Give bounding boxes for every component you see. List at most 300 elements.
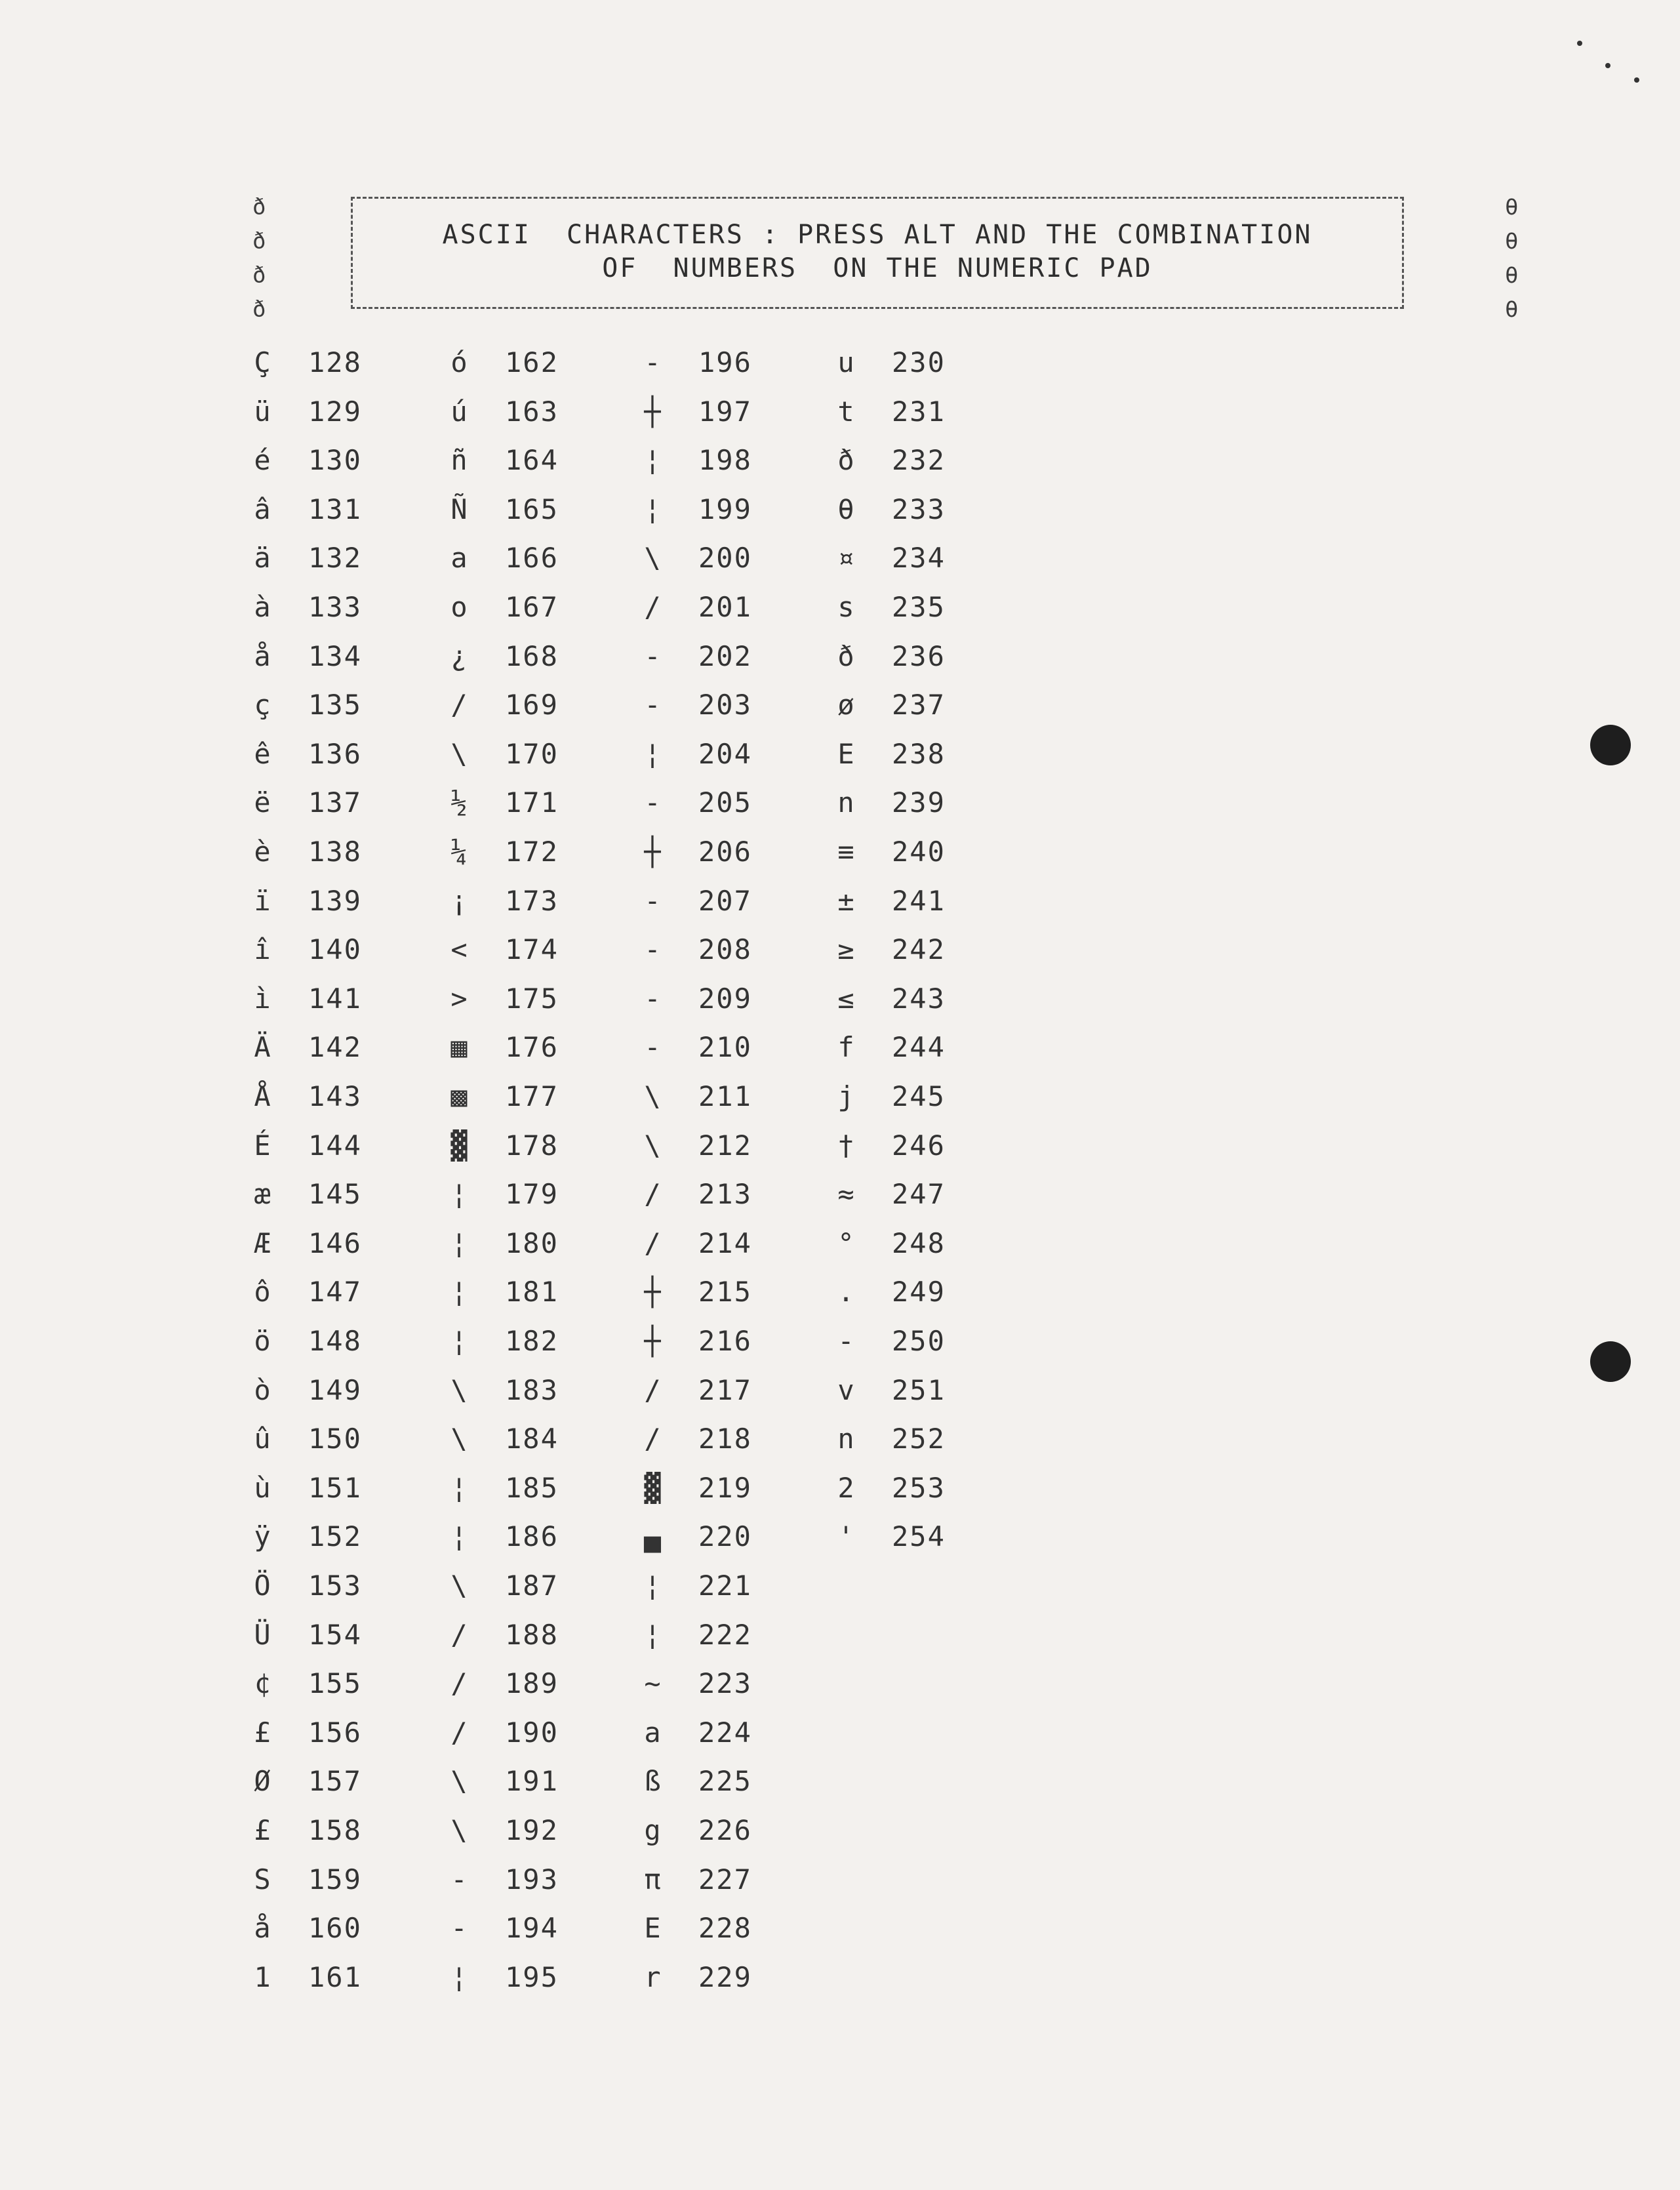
- character-glyph: a: [450, 542, 468, 575]
- table-row: [439, 1765, 649, 1814]
- table-row: [633, 1570, 843, 1619]
- character-code: 138: [308, 836, 362, 868]
- speck: [1605, 63, 1610, 68]
- character-glyph: a: [644, 1716, 661, 1749]
- table-row: [633, 1619, 843, 1668]
- character-glyph: \: [450, 737, 468, 770]
- character-glyph: û: [254, 1423, 271, 1455]
- table-row: [826, 444, 1036, 493]
- character-glyph: ä: [254, 542, 271, 575]
- table-row: [243, 1863, 452, 1913]
- character-glyph: Ñ: [450, 493, 468, 525]
- table-row: [439, 1129, 649, 1179]
- table-row: [633, 1129, 843, 1179]
- table-row: [826, 738, 1036, 787]
- character-glyph: -: [644, 689, 661, 721]
- character-code: 156: [308, 1716, 362, 1749]
- character-glyph: Ç: [254, 346, 271, 378]
- character-code: 141: [308, 982, 362, 1015]
- character-code: 216: [698, 1325, 752, 1357]
- table-row: [633, 1961, 843, 2010]
- character-glyph: ð: [837, 444, 854, 477]
- table-row: [633, 1716, 843, 1766]
- character-code: 181: [505, 1276, 559, 1308]
- table-row: [633, 933, 843, 983]
- character-code: 246: [892, 1129, 946, 1162]
- character-glyph: -: [644, 639, 661, 672]
- character-code: 195: [505, 1960, 559, 1993]
- character-glyph: <: [450, 933, 468, 966]
- character-code: 230: [892, 346, 946, 378]
- character-glyph: ø: [837, 689, 854, 721]
- table-row: [826, 836, 1036, 885]
- character-glyph: /: [450, 1716, 468, 1749]
- character-glyph: >: [450, 982, 468, 1015]
- header-line-2: OF NUMBERS ON THE NUMERIC PAD: [602, 253, 1153, 283]
- table-row: [439, 1570, 649, 1619]
- table-row: [439, 1961, 649, 2010]
- table-row: [826, 1080, 1036, 1129]
- character-glyph: ô: [254, 1276, 271, 1308]
- left-mark: ð: [252, 296, 266, 323]
- table-row: [243, 738, 452, 787]
- character-glyph: Å: [254, 1080, 271, 1112]
- character-glyph: /: [450, 1618, 468, 1651]
- character-glyph: 2: [837, 1471, 854, 1504]
- character-glyph: /: [644, 1373, 661, 1406]
- character-glyph: é: [254, 444, 271, 477]
- table-row: [243, 1031, 452, 1080]
- character-glyph: ç: [254, 689, 271, 721]
- character-glyph: ¤: [837, 542, 854, 575]
- character-code: 210: [698, 1031, 752, 1064]
- character-glyph: \: [644, 1129, 661, 1162]
- table-row: [633, 1423, 843, 1472]
- character-glyph: ▓: [644, 1471, 661, 1504]
- character-code: 253: [892, 1471, 946, 1504]
- character-glyph: ö: [254, 1325, 271, 1357]
- table-row: [826, 689, 1036, 738]
- table-row: [243, 1619, 452, 1668]
- character-glyph: è: [254, 836, 271, 868]
- character-code: 241: [892, 884, 946, 917]
- table-row: [243, 1423, 452, 1472]
- table-row: [243, 591, 452, 640]
- table-row: [243, 689, 452, 738]
- character-glyph: Ä: [254, 1031, 271, 1064]
- character-code: 139: [308, 884, 362, 917]
- character-glyph: å: [254, 639, 271, 672]
- table-row: [243, 444, 452, 493]
- character-code: 239: [892, 786, 946, 819]
- left-mark: ð: [252, 228, 266, 254]
- character-code: 178: [505, 1129, 559, 1162]
- character-glyph: r: [644, 1960, 661, 1993]
- character-code: 204: [698, 737, 752, 770]
- character-code: 142: [308, 1031, 362, 1064]
- table-row: [826, 1031, 1036, 1080]
- table-row: [243, 933, 452, 983]
- character-code: 184: [505, 1423, 559, 1455]
- header-line-1: ASCII CHARACTERS : PRESS ALT AND THE COMBINATION: [442, 220, 1313, 250]
- table-row: [243, 1080, 452, 1129]
- character-glyph: ¦: [450, 1227, 468, 1259]
- table-row: [826, 885, 1036, 934]
- character-code: 214: [698, 1227, 752, 1259]
- character-glyph: ó: [450, 346, 468, 378]
- character-glyph: ¦: [450, 1276, 468, 1308]
- character-code: 157: [308, 1765, 362, 1798]
- character-code: 170: [505, 737, 559, 770]
- table-row: [439, 640, 649, 689]
- character-glyph: ±: [837, 884, 854, 917]
- character-glyph: -: [644, 1031, 661, 1064]
- character-glyph: θ: [837, 493, 854, 525]
- character-code: 206: [698, 836, 752, 868]
- character-glyph: .: [837, 1276, 854, 1308]
- character-glyph: \: [644, 542, 661, 575]
- character-code: 173: [505, 884, 559, 917]
- table-row: [243, 1912, 452, 1961]
- table-row: [633, 1912, 843, 1961]
- table-row: [439, 836, 649, 885]
- character-code: 149: [308, 1373, 362, 1406]
- table-row: [439, 1619, 649, 1668]
- table-row: [633, 1765, 843, 1814]
- table-row: [633, 346, 843, 395]
- character-code: 167: [505, 591, 559, 623]
- character-glyph: /: [644, 1423, 661, 1455]
- table-row: [826, 1325, 1036, 1374]
- header-left-marks: [252, 190, 266, 327]
- character-code: 240: [892, 836, 946, 868]
- header-right-marks: [1505, 190, 1518, 327]
- table-row: [243, 1472, 452, 1521]
- character-glyph: †: [837, 1129, 854, 1162]
- character-code: 198: [698, 444, 752, 477]
- table-row: [826, 542, 1036, 591]
- character-code: 131: [308, 493, 362, 525]
- table-row: [633, 1520, 843, 1570]
- character-glyph: ù: [254, 1471, 271, 1504]
- character-glyph: -: [450, 1863, 468, 1896]
- character-glyph: â: [254, 493, 271, 525]
- character-code: 209: [698, 982, 752, 1015]
- table-row: [826, 933, 1036, 983]
- character-code: 244: [892, 1031, 946, 1064]
- table-row: [633, 1080, 843, 1129]
- character-code: 161: [308, 1960, 362, 1993]
- character-glyph: -: [644, 933, 661, 966]
- character-glyph: ¦: [644, 493, 661, 525]
- character-glyph: /: [644, 1178, 661, 1211]
- table-row: [439, 1863, 649, 1913]
- character-glyph: î: [254, 933, 271, 966]
- table-row: [826, 1423, 1036, 1472]
- table-row: [439, 983, 649, 1032]
- table-row: [826, 1178, 1036, 1227]
- table-row: [633, 1374, 843, 1423]
- table-row: [243, 640, 452, 689]
- character-glyph: ¿: [450, 639, 468, 672]
- character-glyph: n: [837, 786, 854, 819]
- character-code: 232: [892, 444, 946, 477]
- character-code: 163: [505, 395, 559, 428]
- character-code: 164: [505, 444, 559, 477]
- character-code: 180: [505, 1227, 559, 1259]
- character-code: 147: [308, 1276, 362, 1308]
- character-glyph: -: [837, 1325, 854, 1357]
- table-row: [439, 786, 649, 836]
- character-code: 153: [308, 1570, 362, 1602]
- character-code: 150: [308, 1423, 362, 1455]
- table-row: [439, 444, 649, 493]
- left-mark: ð: [252, 194, 266, 220]
- character-glyph: g: [644, 1814, 661, 1846]
- character-code: 234: [892, 542, 946, 575]
- bleed-through-watermark: [79, 98, 223, 2066]
- table-row: [633, 395, 843, 445]
- table-row: [826, 1129, 1036, 1179]
- character-code: 224: [698, 1716, 752, 1749]
- table-row: [243, 786, 452, 836]
- character-code: 245: [892, 1080, 946, 1112]
- table-row: [633, 885, 843, 934]
- table-row: [439, 1912, 649, 1961]
- character-code: 202: [698, 639, 752, 672]
- character-glyph: Ü: [254, 1618, 271, 1651]
- character-glyph: /: [644, 1227, 661, 1259]
- left-mark: ð: [252, 262, 266, 289]
- character-glyph: ~: [644, 1667, 661, 1700]
- table-row: [439, 933, 649, 983]
- table-row: [439, 1080, 649, 1129]
- character-glyph: ò: [254, 1373, 271, 1406]
- character-code: 233: [892, 493, 946, 525]
- character-glyph: ≤: [837, 982, 854, 1015]
- table-row: [243, 542, 452, 591]
- character-glyph: ¦: [644, 444, 661, 477]
- character-glyph: ¦: [450, 1325, 468, 1357]
- table-row: [633, 786, 843, 836]
- character-code: 250: [892, 1325, 946, 1357]
- character-code: 228: [698, 1912, 752, 1945]
- character-code: 166: [505, 542, 559, 575]
- character-code: 186: [505, 1520, 559, 1553]
- character-code: 237: [892, 689, 946, 721]
- table-row: [633, 1276, 843, 1325]
- table-row: [826, 983, 1036, 1032]
- table-row: [633, 1472, 843, 1521]
- table-row: [633, 1814, 843, 1863]
- table-row: [826, 1227, 1036, 1276]
- character-glyph: ß: [644, 1765, 661, 1798]
- table-row: [439, 689, 649, 738]
- table-row: [243, 1325, 452, 1374]
- table-row: [439, 1472, 649, 1521]
- character-glyph: E: [837, 737, 854, 770]
- character-glyph: ┼: [644, 395, 661, 428]
- character-glyph: ┼: [644, 1325, 661, 1357]
- table-row: [243, 1520, 452, 1570]
- table-row: [439, 1227, 649, 1276]
- character-code: 196: [698, 346, 752, 378]
- character-glyph: ≥: [837, 933, 854, 966]
- character-code: 212: [698, 1129, 752, 1162]
- character-code: 252: [892, 1423, 946, 1455]
- table-row: [439, 1520, 649, 1570]
- table-row: [439, 1667, 649, 1716]
- character-glyph: ½: [450, 786, 468, 819]
- character-code: 207: [698, 884, 752, 917]
- character-code: 192: [505, 1814, 559, 1846]
- character-code: 143: [308, 1080, 362, 1112]
- character-code: 140: [308, 933, 362, 966]
- character-glyph: ì: [254, 982, 271, 1015]
- table-row: [826, 640, 1036, 689]
- table-row: [633, 1227, 843, 1276]
- character-glyph: -: [644, 884, 661, 917]
- character-code: 188: [505, 1618, 559, 1651]
- right-mark: θ: [1505, 228, 1519, 254]
- character-glyph: ┼: [644, 836, 661, 868]
- character-code: 136: [308, 737, 362, 770]
- character-glyph: æ: [254, 1178, 271, 1211]
- character-glyph: £: [254, 1716, 271, 1749]
- character-code: 151: [308, 1471, 362, 1504]
- character-code: 199: [698, 493, 752, 525]
- table-row: [243, 1129, 452, 1179]
- character-glyph: ¦: [644, 737, 661, 770]
- table-row: [633, 1031, 843, 1080]
- character-glyph: ▓: [450, 1129, 468, 1162]
- character-code: 242: [892, 933, 946, 966]
- table-row: [826, 395, 1036, 445]
- character-code: 165: [505, 493, 559, 525]
- character-code: 179: [505, 1178, 559, 1211]
- character-code: 243: [892, 982, 946, 1015]
- character-code: 191: [505, 1765, 559, 1798]
- table-row: [243, 1178, 452, 1227]
- table-row: [826, 1520, 1036, 1570]
- character-glyph: ñ: [450, 444, 468, 477]
- character-glyph: /: [450, 1667, 468, 1700]
- character-glyph: ¦: [644, 1570, 661, 1602]
- header-box: [351, 197, 1404, 309]
- character-glyph: \: [450, 1373, 468, 1406]
- character-code: 169: [505, 689, 559, 721]
- character-code: 168: [505, 639, 559, 672]
- character-code: 183: [505, 1373, 559, 1406]
- character-glyph: S: [254, 1863, 271, 1896]
- table-row: [243, 1814, 452, 1863]
- table-row: [243, 983, 452, 1032]
- character-code: 221: [698, 1570, 752, 1602]
- table-row: [243, 1570, 452, 1619]
- character-code: 226: [698, 1814, 752, 1846]
- character-code: 193: [505, 1863, 559, 1896]
- table-row: [633, 1178, 843, 1227]
- table-row: [243, 1667, 452, 1716]
- table-row: [826, 1472, 1036, 1521]
- character-code: 146: [308, 1227, 362, 1259]
- character-code: 231: [892, 395, 946, 428]
- character-code: 130: [308, 444, 362, 477]
- table-row: [243, 1716, 452, 1766]
- character-glyph: ÿ: [254, 1520, 271, 1553]
- character-code: 155: [308, 1667, 362, 1700]
- character-code: 189: [505, 1667, 559, 1700]
- table-row: [826, 1374, 1036, 1423]
- character-code: 223: [698, 1667, 752, 1700]
- character-code: 133: [308, 591, 362, 623]
- character-glyph: ë: [254, 786, 271, 819]
- character-code: 225: [698, 1765, 752, 1798]
- character-glyph: à: [254, 591, 271, 623]
- right-mark: θ: [1505, 194, 1519, 220]
- character-glyph: ▩: [450, 1080, 468, 1112]
- character-code: 144: [308, 1129, 362, 1162]
- table-row: [826, 493, 1036, 542]
- character-glyph: j: [837, 1080, 854, 1112]
- character-code: 182: [505, 1325, 559, 1357]
- character-code: 137: [308, 786, 362, 819]
- speck: [1634, 77, 1639, 83]
- character-code: 218: [698, 1423, 752, 1455]
- character-glyph: \: [450, 1814, 468, 1846]
- table-row: [826, 346, 1036, 395]
- character-glyph: ¦: [450, 1960, 468, 1993]
- character-code: 251: [892, 1373, 946, 1406]
- table-row: [633, 493, 843, 542]
- character-glyph: 1: [254, 1960, 271, 1993]
- character-glyph: v: [837, 1373, 854, 1406]
- table-row: [439, 1178, 649, 1227]
- character-glyph: ú: [450, 395, 468, 428]
- character-code: 152: [308, 1520, 362, 1553]
- table-row: [439, 542, 649, 591]
- character-glyph: o: [450, 591, 468, 623]
- character-code: 171: [505, 786, 559, 819]
- character-code: 190: [505, 1716, 559, 1749]
- table-row: [633, 689, 843, 738]
- character-code: 238: [892, 737, 946, 770]
- character-code: 129: [308, 395, 362, 428]
- table-row: [633, 591, 843, 640]
- table-row: [633, 836, 843, 885]
- character-glyph: ┼: [644, 1276, 661, 1308]
- table-row: [243, 1227, 452, 1276]
- table-row: [633, 640, 843, 689]
- character-code: 187: [505, 1570, 559, 1602]
- character-code: 213: [698, 1178, 752, 1211]
- character-glyph: t: [837, 395, 854, 428]
- table-row: [439, 591, 649, 640]
- table-row: [439, 1716, 649, 1766]
- table-row: [243, 836, 452, 885]
- character-code: 200: [698, 542, 752, 575]
- character-glyph: π: [644, 1863, 661, 1896]
- table-row: [633, 1667, 843, 1716]
- character-glyph: \: [644, 1080, 661, 1112]
- punch-hole: [1590, 1341, 1631, 1382]
- character-glyph: Æ: [254, 1227, 271, 1259]
- character-code: 220: [698, 1520, 752, 1553]
- table-row: [439, 1276, 649, 1325]
- character-glyph: s: [837, 591, 854, 623]
- character-glyph: ¦: [450, 1178, 468, 1211]
- character-glyph: ¢: [254, 1667, 271, 1700]
